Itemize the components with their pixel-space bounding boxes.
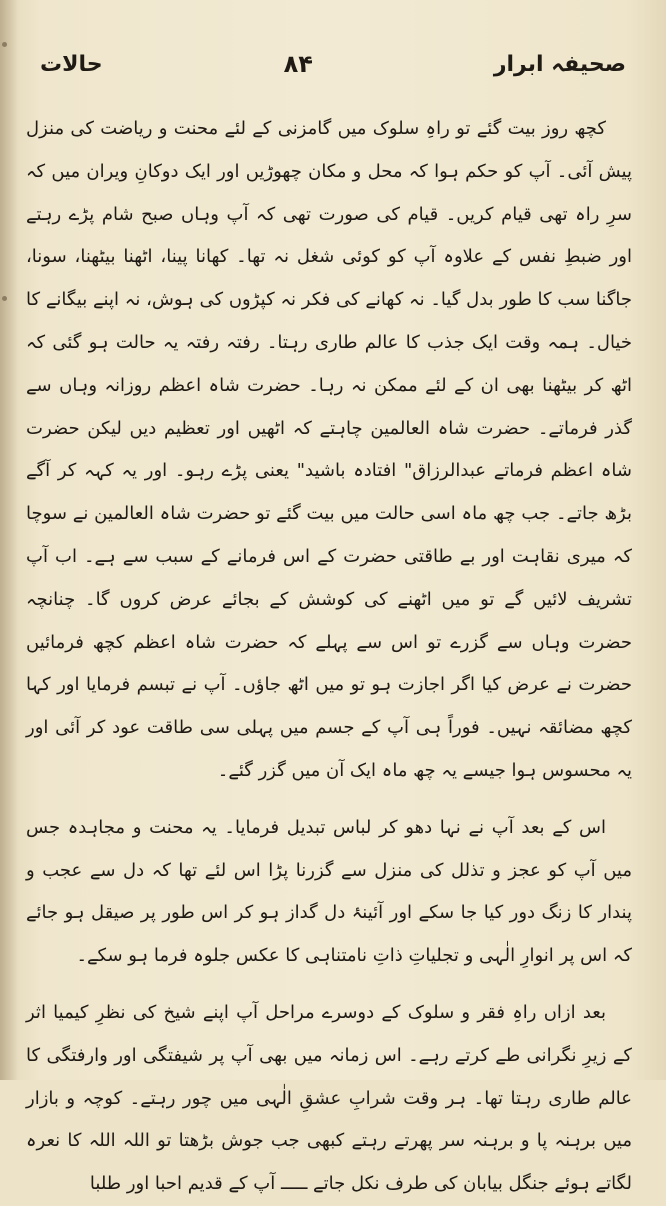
paragraph: بعد ازاں راہِ فقر و سلوک کے دوسرے مراحل آپ اپنے شیخ کی نظرِ کیمیا اثر کے زیرِ نگرانی طے کرتے رہے۔ اس زمانہ میں بھی آپ پر شیفتگی اور وارفتگی کا عالم طاری رہتا تھا۔ ہر وقت شرابِ عشقِ الٰہی میں چور رہتے۔ کوچہ و بازار میں برہنہ پا و برہنہ سر پھرتے رہتے کبھی جب جوش بڑھتا تو اللہ اللہ کا نعرہ لگاتے ہوئے جنگل بیابان کی طرف نکل جاتے ـــــ آپ کے قدیم احبا اور طلبا (26, 1001, 632, 1195)
running-header (40, 44, 626, 84)
paper-speck (2, 296, 7, 301)
body-text (26, 108, 632, 1206)
book-title: صحیفہ ابرار (493, 51, 626, 77)
section-title: حالات (40, 51, 103, 77)
binding-shadow (0, 0, 18, 1080)
paper-speck (2, 42, 7, 47)
page-number: ۸۴ (283, 50, 313, 78)
paragraph: اس کے بعد آپ نے نہا دھو کر لباس تبدیل فرمایا۔ یہ محنت و مجاہدہ جس میں آپ کو عجز و تذلل کی منزل سے گزرنا پڑا اس لئے تھا کہ دل سے عجب و پندار کا زنگ دور کیا جا سکے اور آئینۂ دل گداز ہو کر اس طور پر صیقل ہو جائے کہ اس پر انوارِ الٰہی و تجلیاتِ ذاتِ نامتناہی کا عکس جلوہ فرما ہو سکے۔ (26, 816, 632, 967)
paragraph: کچھ روز بیت گئے تو راہِ سلوک میں گامزنی کے لئے محنت و ریاضت کی منزل پیش آئی۔ آپ کو حکم ہوا کہ محل و مکان چھوڑیں اور ایک دوکانِ ویران میں کہ سرِ راہ تھی قیام کریں۔ قیام کی صورت تھی کہ آپ وہاں صبح شام پڑے رہتے اور ضبطِ نفس کے علاوہ آپ کو کوئی شغل نہ تھا۔ کھانا پینا، اٹھنا بیٹھنا، سونا، جاگنا سب کا طور بدل گیا۔ نہ کھانے کی فکر نہ کپڑوں کی ہوش، نہ اپنے بیگانے کا خیال۔ ہمہ وقت ایک جذب کا عالم طاری رہتا۔ رفتہ رفتہ یہ حالت ہو گئی کہ اٹھ کر بیٹھنا بھی ان کے لئے ممکن نہ رہا۔ حضرت شاہ اعظم روزانہ وہاں سے گذر فرماتے۔ حضرت شاہ العالمین چاہتے کہ اٹھیں اور تعظیم دیں لیکن حضرت شاہ اعظم فرماتے عبدالرزاق" افتادہ باشید" یعنی پڑے رہو۔ اور یہ کہہ کر آگے بڑھ جاتے۔ جب چھ ماہ اسی حالت میں بیت گئے تو حضرت شاہ العالمین نے سوچا کہ میری نقاہت اور بے طاقتی حضرت کے اس فرمانے کے سبب سے ہے۔ اب آپ تشریف لائیں گے تو میں اٹھنے کی کوشش کے بجائے عرض کروں گا۔ چنانچہ حضرت وہاں سے گزرے تو اس سے پہلے کہ حضرت شاہ اعظم کچھ فرمائیں حضرت نے عرض کیا اگر اجازت ہو تو میں اٹھ جاؤں۔ آپ نے تبسم فرمایا اور کہا کچھ مضائقہ نہیں۔ فوراً ہی آپ کے جسم میں پہلی سی طاقت عود کر آئی اور یہ محسوس ہوا جیسے یہ چھ ماہ ایک آن میں گزر گئے۔ (26, 118, 632, 781)
